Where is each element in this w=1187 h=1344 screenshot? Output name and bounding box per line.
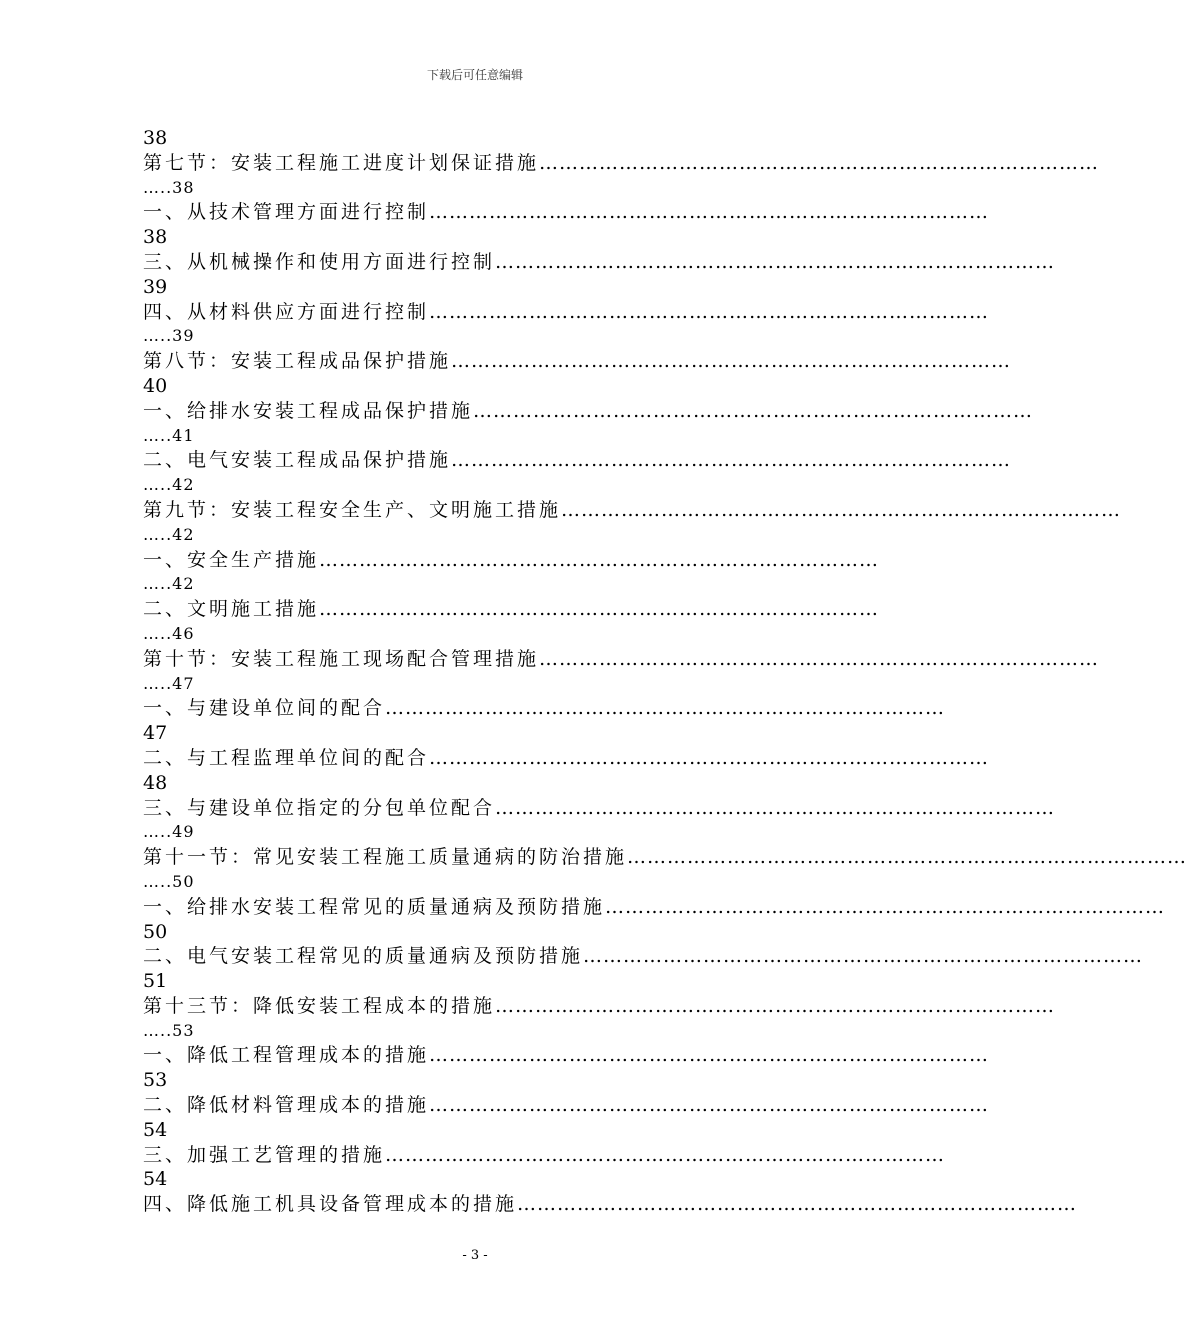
toc-leader-dots: ………………………………………………………………………… (539, 151, 1100, 174)
toc-leader-dots: ………………………………………………………………………… (451, 449, 1012, 472)
toc-entry-title: 第八节：安装工程成品保护措施 (143, 350, 452, 373)
toc-entry-page: …..42 (143, 475, 195, 495)
toc-entry-page: 40 (143, 374, 168, 397)
toc-entry (143, 622, 811, 647)
toc-entry (143, 473, 811, 498)
toc-entry-page: 53 (143, 1069, 168, 1092)
page-number: - 3 - (462, 1248, 488, 1263)
toc-entry (143, 647, 1100, 672)
toc-entry-title: 三、与建设单位指定的分包单位配合 (143, 796, 496, 819)
toc-entry (143, 597, 880, 622)
toc-entry (143, 424, 811, 449)
toc-entry (143, 200, 990, 225)
toc-entry (143, 300, 990, 325)
toc-entry (143, 920, 811, 945)
toc-entry-title: 第十节：安装工程施工现场配合管理措施 (143, 647, 540, 670)
toc-leader-dots: ………………………………………………………………………… (319, 548, 880, 571)
toc-entry-title: 第七节：安装工程施工进度计划保证措施 (143, 151, 540, 174)
toc-entry-page: …..53 (143, 1020, 195, 1040)
toc-leader-dots: ………………………………………………………………………… (583, 945, 1144, 968)
toc-entry (143, 1192, 1078, 1217)
toc-entry-title: 一、降低工程管理成本的措施 (143, 1044, 430, 1067)
toc-entry-title: 第十三节：降低安装工程成本的措施 (143, 994, 496, 1017)
toc-entry (143, 126, 811, 151)
toc-entry-title: 三、从机械操作和使用方面进行控制 (143, 250, 496, 273)
toc-leader-dots: ………………………………………………………………………… (561, 498, 1122, 521)
toc-entry-title: 第九节：安装工程安全生产、文明施工措施 (143, 498, 562, 521)
toc-entry (143, 275, 811, 300)
toc-entry (143, 1043, 990, 1068)
toc-entry (143, 349, 1012, 374)
toc-leader-dots: ………………………………………………………………………… (319, 598, 880, 621)
toc-leader-dots: ………………………………………………………………………… (429, 1094, 990, 1117)
toc-leader-dots: ………………………………………………………………………… (429, 201, 990, 224)
toc-entry (143, 1143, 946, 1168)
toc-entry-page: 51 (143, 970, 168, 993)
toc-entry-title: 二、与工程监理单位间的配合 (143, 746, 430, 769)
toc-leader-dots: ………………………………………………………………………… (495, 250, 1056, 273)
toc-leader-dots: ………………………………………………………………………… (495, 994, 1056, 1017)
toc-entry (143, 870, 811, 895)
toc-entry-title: 四、从材料供应方面进行控制 (143, 300, 430, 323)
toc-entry (143, 771, 811, 796)
toc-entry-page: …..41 (143, 425, 195, 445)
toc-entry-page: 50 (143, 920, 168, 943)
toc-entry-title: 二、电气安装工程成品保护措施 (143, 449, 452, 472)
toc-entry-title: 一、安全生产措施 (143, 548, 320, 571)
toc-entry (143, 696, 946, 721)
toc-entry (143, 225, 811, 250)
toc-entry-page: …..50 (143, 871, 195, 891)
toc-entry (143, 1167, 811, 1192)
toc-entry (143, 572, 811, 597)
toc-leader-dots: ………………………………………………………………………… (473, 399, 1034, 422)
toc-entry-title: 二、文明施工措施 (143, 598, 320, 621)
toc-entry-title: 一、给排水安装工程常见的质量通病及预防措施 (143, 895, 606, 918)
toc-leader-dots: ………………………………………………………………………… (627, 846, 1187, 869)
toc-entry-title: 四、降低施工机具设备管理成本的措施 (143, 1193, 518, 1216)
table-of-contents (143, 126, 1187, 1217)
toc-entry-page: …..39 (143, 326, 195, 346)
toc-entry-page: …..42 (143, 524, 195, 544)
toc-entry-page: …..46 (143, 623, 195, 643)
toc-entry-page: 39 (143, 275, 168, 298)
toc-leader-dots: ………………………………………………………………………… (495, 796, 1056, 819)
toc-entry (143, 1068, 811, 1093)
toc-entry (143, 721, 811, 746)
toc-entry-title: 三、加强工艺管理的措施 (143, 1143, 386, 1166)
toc-leader-dots: ………………………………………………………………………… (517, 1193, 1078, 1216)
toc-entry-page: 38 (143, 226, 168, 249)
toc-entry-page: 47 (143, 722, 168, 745)
toc-entry (143, 944, 1144, 969)
toc-entry (143, 796, 1056, 821)
toc-entry-title: 二、电气安装工程常见的质量通病及预防措施 (143, 945, 584, 968)
toc-entry-page: …..49 (143, 822, 195, 842)
toc-entry-title: 二、降低材料管理成本的措施 (143, 1094, 430, 1117)
toc-leader-dots: ………………………………………………………………………… (429, 1044, 990, 1067)
toc-entry (143, 250, 1056, 275)
toc-entry (143, 1093, 990, 1118)
toc-entry (143, 176, 811, 201)
toc-entry (143, 523, 811, 548)
toc-entry-page: 38 (143, 127, 168, 149)
toc-entry (143, 448, 1012, 473)
toc-entry (143, 399, 1034, 424)
toc-entry-page: 54 (143, 1118, 168, 1141)
toc-entry (143, 969, 811, 994)
toc-entry (143, 324, 811, 349)
toc-entry-page: …..38 (143, 177, 195, 197)
toc-entry (143, 994, 1056, 1019)
toc-entry (143, 374, 811, 399)
toc-leader-dots: ………………………………………………………………………… (539, 647, 1100, 670)
toc-entry-page: 54 (143, 1168, 168, 1191)
toc-leader-dots: ………………………………………………………………………… (385, 697, 946, 720)
toc-entry-page: 48 (143, 771, 168, 794)
toc-leader-dots: ………………………………………………………………………… (605, 895, 1166, 918)
toc-leader-dots: ………………………………………………………………………… (429, 746, 990, 769)
toc-entry (143, 498, 1122, 523)
toc-entry (143, 672, 811, 697)
toc-entry-title: 一、与建设单位间的配合 (143, 697, 386, 720)
toc-entry-title: 一、给排水安装工程成品保护措施 (143, 399, 474, 422)
toc-leader-dots: ………………………………………………………………………… (385, 1143, 946, 1166)
toc-entry (143, 895, 1166, 920)
toc-entry (143, 151, 1100, 176)
toc-entry-page: …..47 (143, 673, 195, 693)
toc-entry (143, 1019, 811, 1044)
page-header: 下载后可任意编辑 (426, 68, 523, 82)
toc-entry (143, 820, 811, 845)
toc-entry-page: …..42 (143, 574, 195, 594)
toc-entry (143, 548, 880, 573)
toc-entry (143, 746, 990, 771)
toc-leader-dots: ………………………………………………………………………… (429, 300, 990, 323)
toc-leader-dots: ………………………………………………………………………… (451, 350, 1012, 373)
toc-entry (143, 845, 1187, 870)
toc-entry-title: 一、从技术管理方面进行控制 (143, 201, 430, 224)
toc-entry (143, 1118, 811, 1143)
toc-entry-title: 第十一节：常见安装工程施工质量通病的防治措施 (143, 846, 628, 869)
